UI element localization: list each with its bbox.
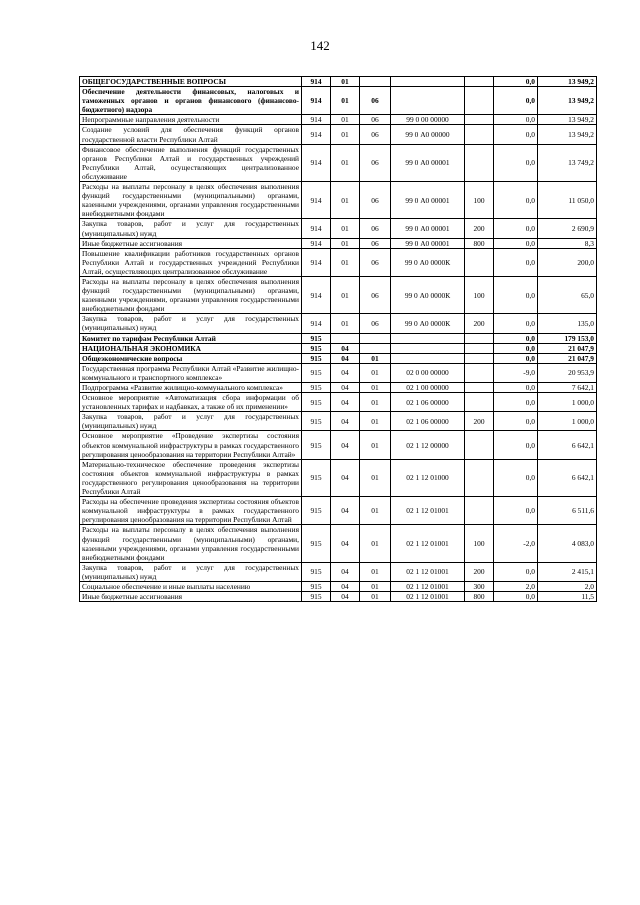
- row-vr-cell: [465, 497, 494, 525]
- row-name-cell: ОБЩЕГОСУДАРСТВЕННЫЕ ВОПРОСЫ: [80, 77, 302, 87]
- row-rz-cell: 01: [331, 87, 360, 115]
- row-pr-cell: [360, 343, 391, 353]
- row-gr-cell: 915: [302, 393, 331, 412]
- row-name-cell: Общеэкономические вопросы: [80, 353, 302, 363]
- row-vr-cell: [465, 87, 494, 115]
- row-vr-cell: [465, 333, 494, 343]
- row-rz-cell: 01: [331, 144, 360, 181]
- row-change-cell: 0,0: [494, 333, 538, 343]
- row-vr-cell: [465, 353, 494, 363]
- row-change-cell: 0,0: [494, 219, 538, 238]
- row-sum-cell: 6 511,6: [538, 497, 597, 525]
- row-rz-cell: 04: [331, 581, 360, 591]
- table-row: [80, 581, 597, 591]
- row-change-cell: 0,0: [494, 314, 538, 333]
- table-row: [80, 276, 597, 313]
- row-gr-cell: 914: [302, 314, 331, 333]
- row-rz-cell: 04: [331, 412, 360, 431]
- row-change-cell: 0,0: [494, 412, 538, 431]
- row-name-cell: Расходы на выплаты персоналу в целях обеспечения выполнения функций государственными (муниципальными) органами, казенными учреждениями, органами управления государственными внебюджетными фондами: [80, 276, 302, 313]
- row-name-cell: Обеспечение деятельности финансовых, налоговых и таможенных органов и органов финансового (финансово-бюджетного) надзора: [80, 87, 302, 115]
- table-body: [80, 77, 597, 602]
- row-vr-cell: 100: [465, 525, 494, 562]
- row-vr-cell: 200: [465, 219, 494, 238]
- row-pr-cell: 06: [360, 238, 391, 248]
- row-rz-cell: 04: [331, 459, 360, 496]
- row-pr-cell: 01: [360, 383, 391, 393]
- row-pr-cell: 06: [360, 87, 391, 115]
- row-cs-cell: 02 1 12 01001: [391, 581, 465, 591]
- row-rz-cell: 04: [331, 363, 360, 382]
- row-change-cell: -2,0: [494, 525, 538, 562]
- row-name-cell: Основное мероприятие «Проведение экспертизы состояния объектов коммунальной инфраструктуры в рамках государственного регулирования ценообразования на территории Республики Алтай»: [80, 431, 302, 459]
- row-gr-cell: 914: [302, 219, 331, 238]
- row-change-cell: -9,0: [494, 363, 538, 382]
- row-sum-cell: 11 050,0: [538, 182, 597, 219]
- row-name-cell: Финансовое обеспечение выполнения функций государственных органов Республики Алтай и государственных учреждений Республики Алтай, осуществляющих централизованное обслуживание: [80, 144, 302, 181]
- row-sum-cell: 6 642,1: [538, 459, 597, 496]
- row-name-cell: Основное мероприятие «Автоматизация сбора информации об установленных тарифах и надбавках, а также об их применении»: [80, 393, 302, 412]
- row-name-cell: Закупка товаров, работ и услуг для государственных (муниципальных) нужд: [80, 219, 302, 238]
- row-gr-cell: 915: [302, 459, 331, 496]
- row-cs-cell: 02 1 00 00000: [391, 383, 465, 393]
- table-row: [80, 77, 597, 87]
- table-row: [80, 314, 597, 333]
- row-gr-cell: 914: [302, 144, 331, 181]
- row-gr-cell: 915: [302, 431, 331, 459]
- table-row: [80, 525, 597, 562]
- row-name-cell: Непрограммные направления деятельности: [80, 115, 302, 125]
- row-change-cell: 0,0: [494, 238, 538, 248]
- row-gr-cell: 915: [302, 333, 331, 343]
- table-row: [80, 353, 597, 363]
- row-name-cell: Повышение квалификации работников государственных органов Республики Алтай и государственных учреждений Республики Алтай, осуществляющих централизованное обслуживание: [80, 248, 302, 276]
- row-vr-cell: 800: [465, 592, 494, 602]
- row-vr-cell: 800: [465, 238, 494, 248]
- row-cs-cell: 02 1 06 00000: [391, 412, 465, 431]
- row-rz-cell: 01: [331, 314, 360, 333]
- row-cs-cell: [391, 333, 465, 343]
- row-pr-cell: 06: [360, 314, 391, 333]
- row-vr-cell: [465, 77, 494, 87]
- row-rz-cell: 01: [331, 125, 360, 144]
- row-pr-cell: [360, 77, 391, 87]
- row-sum-cell: 13 949,2: [538, 87, 597, 115]
- row-pr-cell: 01: [360, 459, 391, 496]
- row-name-cell: НАЦИОНАЛЬНАЯ ЭКОНОМИКА: [80, 343, 302, 353]
- row-rz-cell: 04: [331, 592, 360, 602]
- row-pr-cell: 06: [360, 115, 391, 125]
- row-change-cell: 0,0: [494, 182, 538, 219]
- row-cs-cell: 99 0 А0 0000К: [391, 314, 465, 333]
- row-name-cell: Создание условий для обеспечения функций органов государственной власти Республики Алтай: [80, 125, 302, 144]
- row-gr-cell: 915: [302, 363, 331, 382]
- row-pr-cell: 01: [360, 393, 391, 412]
- row-rz-cell: 04: [331, 393, 360, 412]
- row-cs-cell: 99 0 А0 0000К: [391, 248, 465, 276]
- row-vr-cell: 100: [465, 276, 494, 313]
- row-cs-cell: [391, 77, 465, 87]
- row-name-cell: Закупка товаров, работ и услуг для государственных (муниципальных) нужд: [80, 562, 302, 581]
- row-cs-cell: 99 0 А0 00001: [391, 144, 465, 181]
- row-pr-cell: 01: [360, 412, 391, 431]
- row-change-cell: 0,0: [494, 562, 538, 581]
- row-vr-cell: [465, 383, 494, 393]
- table-row: [80, 383, 597, 393]
- row-name-cell: Подпрограмма «Развитие жилищно-коммунального комплекса»: [80, 383, 302, 393]
- row-cs-cell: [391, 343, 465, 353]
- row-gr-cell: 915: [302, 383, 331, 393]
- row-change-cell: 0,0: [494, 276, 538, 313]
- table-row: [80, 459, 597, 496]
- row-rz-cell: 01: [331, 219, 360, 238]
- row-sum-cell: 7 642,1: [538, 383, 597, 393]
- row-pr-cell: 06: [360, 182, 391, 219]
- table-row: [80, 431, 597, 459]
- row-rz-cell: 01: [331, 238, 360, 248]
- table-row: [80, 333, 597, 343]
- row-gr-cell: 914: [302, 125, 331, 144]
- row-name-cell: Материально-техническое обеспечение проведения экспертизы состояния объектов коммунальной инфраструктуры в рамках государственного регулирования ценообразования на территории Республики Алтай: [80, 459, 302, 496]
- row-pr-cell: 01: [360, 431, 391, 459]
- row-vr-cell: [465, 248, 494, 276]
- row-rz-cell: 04: [331, 431, 360, 459]
- table-row: [80, 497, 597, 525]
- row-sum-cell: 13 949,2: [538, 77, 597, 87]
- row-cs-cell: 02 1 12 01001: [391, 592, 465, 602]
- row-cs-cell: [391, 353, 465, 363]
- row-sum-cell: 13 749,2: [538, 144, 597, 181]
- table-row: [80, 115, 597, 125]
- row-change-cell: 0,0: [494, 87, 538, 115]
- table-row: [80, 238, 597, 248]
- row-cs-cell: 99 0 А0 0000К: [391, 276, 465, 313]
- row-pr-cell: 06: [360, 276, 391, 313]
- row-name-cell: Закупка товаров, работ и услуг для государственных (муниципальных) нужд: [80, 412, 302, 431]
- row-pr-cell: 01: [360, 592, 391, 602]
- row-cs-cell: 02 1 12 01000: [391, 459, 465, 496]
- table-row: [80, 562, 597, 581]
- table-row: [80, 363, 597, 382]
- row-sum-cell: 1 000,0: [538, 412, 597, 431]
- row-cs-cell: 02 1 12 01001: [391, 562, 465, 581]
- row-sum-cell: 135,0: [538, 314, 597, 333]
- row-sum-cell: 200,0: [538, 248, 597, 276]
- row-name-cell: Иные бюджетные ассигнования: [80, 238, 302, 248]
- row-vr-cell: 100: [465, 182, 494, 219]
- row-change-cell: 0,0: [494, 353, 538, 363]
- row-vr-cell: 300: [465, 581, 494, 591]
- table-row: [80, 182, 597, 219]
- row-rz-cell: 04: [331, 525, 360, 562]
- row-name-cell: Социальное обеспечение и иные выплаты населению: [80, 581, 302, 591]
- row-name-cell: Расходы на выплаты персоналу в целях обеспечения выполнения функций государственными (муниципальными) органами, казенными учреждениями, органами управления государственными внебюджетными фондами: [80, 182, 302, 219]
- row-sum-cell: 2 415,1: [538, 562, 597, 581]
- row-rz-cell: 01: [331, 77, 360, 87]
- row-change-cell: 0,0: [494, 343, 538, 353]
- table-row: [80, 125, 597, 144]
- row-vr-cell: [465, 431, 494, 459]
- row-sum-cell: 11,5: [538, 592, 597, 602]
- row-rz-cell: 04: [331, 343, 360, 353]
- row-sum-cell: 65,0: [538, 276, 597, 313]
- row-gr-cell: 915: [302, 592, 331, 602]
- row-sum-cell: 4 083,0: [538, 525, 597, 562]
- row-pr-cell: 06: [360, 144, 391, 181]
- row-name-cell: Государственная программа Республики Алтай «Развитие жилищно-коммунального и транспортного комплекса»: [80, 363, 302, 382]
- row-pr-cell: 01: [360, 497, 391, 525]
- row-gr-cell: 915: [302, 497, 331, 525]
- row-rz-cell: 04: [331, 353, 360, 363]
- row-rz-cell: 01: [331, 248, 360, 276]
- row-sum-cell: 8,3: [538, 238, 597, 248]
- table-row: [80, 248, 597, 276]
- row-gr-cell: 915: [302, 343, 331, 353]
- row-change-cell: 0,0: [494, 592, 538, 602]
- row-change-cell: 0,0: [494, 383, 538, 393]
- row-vr-cell: [465, 144, 494, 181]
- budget-table: [79, 76, 597, 602]
- row-sum-cell: 13 949,2: [538, 125, 597, 144]
- row-cs-cell: 99 0 А0 00000: [391, 125, 465, 144]
- row-sum-cell: 20 953,9: [538, 363, 597, 382]
- row-cs-cell: 99 0 А0 00001: [391, 238, 465, 248]
- row-vr-cell: [465, 125, 494, 144]
- row-cs-cell: 02 1 06 00000: [391, 393, 465, 412]
- row-pr-cell: 01: [360, 525, 391, 562]
- row-sum-cell: 6 642,1: [538, 431, 597, 459]
- row-sum-cell: 179 153,0: [538, 333, 597, 343]
- row-gr-cell: 915: [302, 525, 331, 562]
- row-vr-cell: [465, 459, 494, 496]
- row-name-cell: Комитет по тарифам Республики Алтай: [80, 333, 302, 343]
- row-name-cell: Иные бюджетные ассигнования: [80, 592, 302, 602]
- row-rz-cell: 01: [331, 115, 360, 125]
- row-sum-cell: 1 000,0: [538, 393, 597, 412]
- row-cs-cell: 99 0 00 00000: [391, 115, 465, 125]
- table-row: [80, 393, 597, 412]
- row-pr-cell: 06: [360, 248, 391, 276]
- row-change-cell: 2,0: [494, 581, 538, 591]
- row-rz-cell: 01: [331, 182, 360, 219]
- row-vr-cell: [465, 393, 494, 412]
- row-vr-cell: [465, 115, 494, 125]
- row-pr-cell: 01: [360, 353, 391, 363]
- row-change-cell: 0,0: [494, 393, 538, 412]
- row-rz-cell: 04: [331, 497, 360, 525]
- table-row: [80, 87, 597, 115]
- row-name-cell: Расходы на выплаты персоналу в целях обеспечения выполнения функций государственными (муниципальными) органами, казенными учреждениями, органами управления государственными внебюджетными фондами: [80, 525, 302, 562]
- row-cs-cell: [391, 87, 465, 115]
- row-pr-cell: 06: [360, 125, 391, 144]
- row-rz-cell: 04: [331, 562, 360, 581]
- row-gr-cell: 915: [302, 412, 331, 431]
- row-gr-cell: 915: [302, 562, 331, 581]
- row-gr-cell: 914: [302, 115, 331, 125]
- table-row: [80, 343, 597, 353]
- table-row: [80, 412, 597, 431]
- row-change-cell: 0,0: [494, 497, 538, 525]
- row-sum-cell: 2,0: [538, 581, 597, 591]
- row-name-cell: Расходы на обеспечение проведения экспертизы состояния объектов коммунальной инфраструктуры в рамках государственного регулирования ценообразования на территории Республики Алтай: [80, 497, 302, 525]
- row-change-cell: 0,0: [494, 115, 538, 125]
- row-vr-cell: 200: [465, 314, 494, 333]
- row-gr-cell: 915: [302, 353, 331, 363]
- row-change-cell: 0,0: [494, 144, 538, 181]
- row-pr-cell: 01: [360, 363, 391, 382]
- row-vr-cell: [465, 363, 494, 382]
- row-cs-cell: 02 0 00 00000: [391, 363, 465, 382]
- row-gr-cell: 914: [302, 248, 331, 276]
- table-row: [80, 592, 597, 602]
- row-cs-cell: 99 0 А0 00001: [391, 219, 465, 238]
- row-pr-cell: 06: [360, 219, 391, 238]
- row-pr-cell: 01: [360, 562, 391, 581]
- row-rz-cell: 01: [331, 276, 360, 313]
- row-pr-cell: 01: [360, 581, 391, 591]
- table-row: [80, 219, 597, 238]
- row-cs-cell: 02 1 12 01001: [391, 525, 465, 562]
- row-vr-cell: 200: [465, 562, 494, 581]
- row-rz-cell: [331, 333, 360, 343]
- row-change-cell: 0,0: [494, 459, 538, 496]
- row-change-cell: 0,0: [494, 125, 538, 144]
- row-name-cell: Закупка товаров, работ и услуг для государственных (муниципальных) нужд: [80, 314, 302, 333]
- row-cs-cell: 02 1 12 00000: [391, 431, 465, 459]
- row-sum-cell: 21 047,9: [538, 353, 597, 363]
- row-vr-cell: [465, 343, 494, 353]
- row-sum-cell: 2 690,9: [538, 219, 597, 238]
- row-gr-cell: 914: [302, 87, 331, 115]
- row-gr-cell: 915: [302, 581, 331, 591]
- row-cs-cell: 99 0 А0 00001: [391, 182, 465, 219]
- row-gr-cell: 914: [302, 276, 331, 313]
- page-number: 142: [310, 38, 330, 53]
- row-gr-cell: 914: [302, 77, 331, 87]
- row-pr-cell: [360, 333, 391, 343]
- row-vr-cell: 200: [465, 412, 494, 431]
- row-change-cell: 0,0: [494, 248, 538, 276]
- table-row: [80, 144, 597, 181]
- row-gr-cell: 914: [302, 182, 331, 219]
- row-gr-cell: 914: [302, 238, 331, 248]
- row-rz-cell: 04: [331, 383, 360, 393]
- row-change-cell: 0,0: [494, 77, 538, 87]
- row-sum-cell: 13 949,2: [538, 115, 597, 125]
- row-cs-cell: 02 1 12 01001: [391, 497, 465, 525]
- row-change-cell: 0,0: [494, 431, 538, 459]
- row-sum-cell: 21 047,9: [538, 343, 597, 353]
